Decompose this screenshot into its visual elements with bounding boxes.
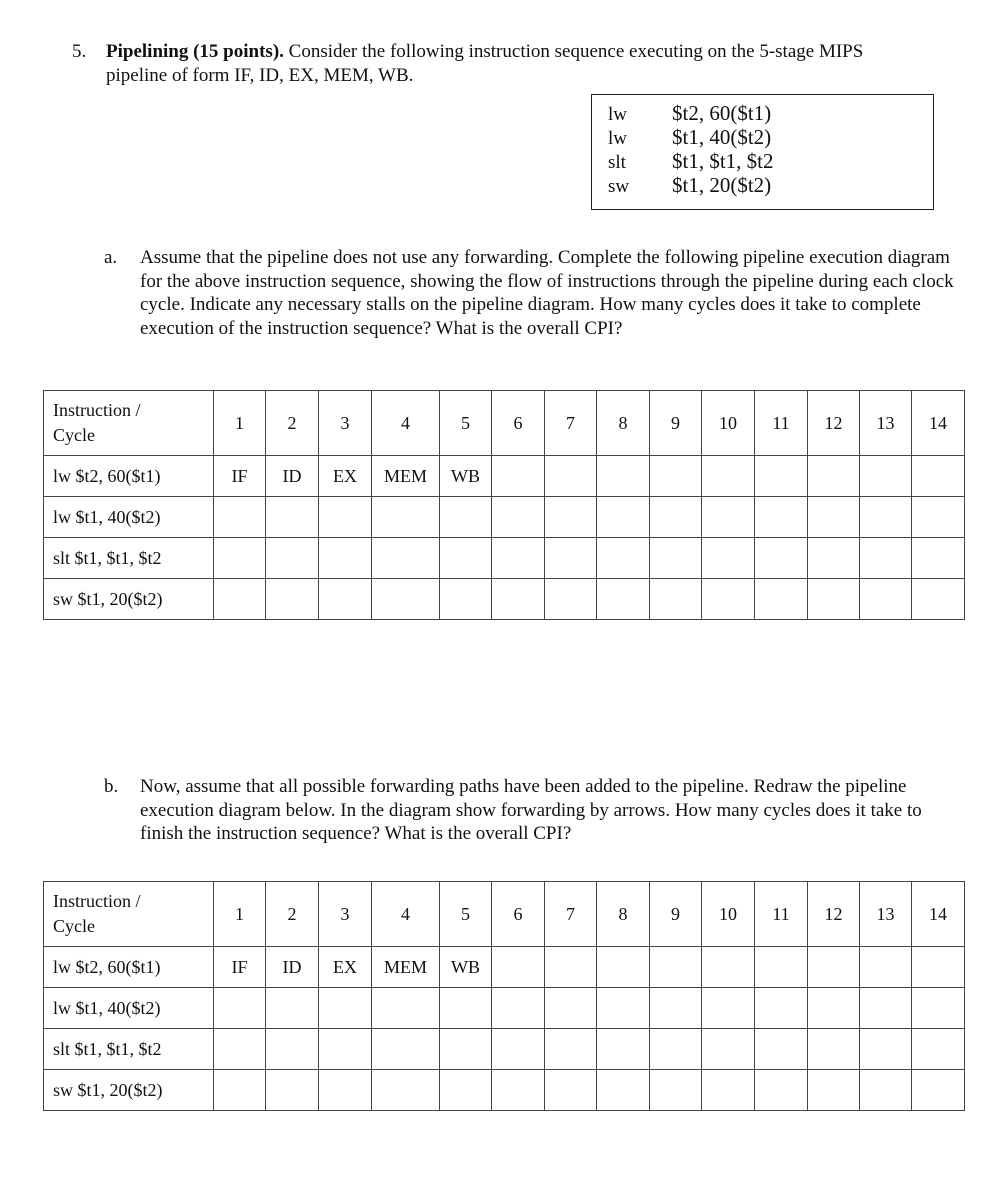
stage-cell[interactable] — [860, 579, 912, 620]
stage-cell[interactable] — [755, 1070, 808, 1111]
stage-cell[interactable] — [545, 497, 597, 538]
stage-cell[interactable] — [808, 947, 860, 988]
stage-cell[interactable] — [650, 1070, 702, 1111]
stage-cell[interactable] — [912, 988, 965, 1029]
cycle-number-cell: 14 — [912, 391, 965, 456]
stage-cell[interactable] — [808, 497, 860, 538]
stage-cell[interactable] — [597, 1029, 650, 1070]
question-number: 5. — [72, 41, 87, 62]
stage-cell[interactable] — [702, 1070, 755, 1111]
stage-cell[interactable] — [214, 988, 266, 1029]
cycle-number-cell: 9 — [650, 882, 702, 947]
stage-cell[interactable] — [492, 579, 545, 620]
cycle-number-cell: 7 — [545, 882, 597, 947]
cycle-number-cell: 11 — [755, 391, 808, 456]
stage-cell[interactable] — [912, 1029, 965, 1070]
cycle-number-cell: 4 — [372, 391, 440, 456]
stage-cell[interactable] — [808, 988, 860, 1029]
stage-cell[interactable] — [214, 579, 266, 620]
stage-cell[interactable] — [808, 579, 860, 620]
stage-cell[interactable] — [597, 497, 650, 538]
stage-cell[interactable] — [372, 538, 440, 579]
stage-cell[interactable]: IF — [214, 947, 266, 988]
stage-cell[interactable] — [372, 988, 440, 1029]
code-line — [608, 149, 774, 173]
instruction-row — [44, 538, 965, 579]
stage-cell[interactable] — [492, 538, 545, 579]
stage-cell[interactable] — [912, 538, 965, 579]
stage-cell[interactable] — [702, 1029, 755, 1070]
cycle-number-cell: 8 — [597, 391, 650, 456]
pipeline-diagram-b — [43, 881, 965, 1111]
stage-cell[interactable] — [214, 1029, 266, 1070]
instruction-row — [44, 1070, 965, 1111]
stage-cell[interactable] — [912, 1070, 965, 1111]
stage-cell[interactable] — [860, 497, 912, 538]
instruction-cell: sw $t1, 20($t2) — [44, 579, 214, 620]
stage-cell[interactable] — [214, 538, 266, 579]
cycle-number-cell: 3 — [319, 391, 372, 456]
stage-cell[interactable] — [912, 579, 965, 620]
stage-cell[interactable] — [266, 579, 319, 620]
stage-cell[interactable] — [702, 579, 755, 620]
cycle-number-cell: 6 — [492, 391, 545, 456]
stage-cell[interactable] — [650, 538, 702, 579]
stage-cell[interactable] — [912, 947, 965, 988]
stage-cell[interactable] — [492, 456, 545, 497]
stage-cell[interactable] — [372, 579, 440, 620]
instruction-row — [44, 579, 965, 620]
stage-cell[interactable] — [319, 538, 372, 579]
part-a — [104, 246, 954, 340]
code-line — [608, 125, 771, 149]
cycle-number-cell: 6 — [492, 882, 545, 947]
header-label-cell — [44, 882, 214, 947]
stage-cell[interactable] — [702, 947, 755, 988]
stage-cell[interactable] — [755, 579, 808, 620]
stage-cell[interactable] — [319, 1029, 372, 1070]
stage-cell[interactable] — [755, 538, 808, 579]
instruction-cell: slt $t1, $t1, $t2 — [44, 1029, 214, 1070]
cycle-number-cell: 5 — [440, 391, 492, 456]
instruction-row — [44, 947, 965, 988]
stage-cell[interactable] — [597, 456, 650, 497]
instruction-cell: lw $t1, 40($t2) — [44, 988, 214, 1029]
instruction-row — [44, 456, 965, 497]
cycle-number-cell: 9 — [650, 391, 702, 456]
stage-cell[interactable] — [597, 538, 650, 579]
stage-cell[interactable] — [372, 1029, 440, 1070]
cycle-number-cell: 2 — [266, 882, 319, 947]
stage-cell[interactable]: MEM — [372, 456, 440, 497]
cycle-number-cell: 14 — [912, 882, 965, 947]
part-a-label: a. — [104, 247, 118, 268]
code-operands: $t2, 60($t1) — [672, 101, 772, 125]
question-heading — [72, 40, 952, 88]
stage-cell[interactable] — [545, 456, 597, 497]
stage-cell[interactable] — [650, 947, 702, 988]
part-b-text: Now, assume that all possible forwarding paths have been added to the pipeline. Redraw the pipeline execution diagram below. In the diagram show forwarding by arrows. How many cycles does it take to finish the instruction sequence? What is the overall CPI? — [140, 776, 922, 844]
header-row — [44, 882, 965, 947]
stage-cell[interactable] — [808, 1070, 860, 1111]
stage-cell[interactable] — [597, 1070, 650, 1111]
header-label-line2: Cycle — [53, 916, 95, 936]
stage-cell[interactable] — [440, 988, 492, 1029]
stage-cell[interactable] — [755, 497, 808, 538]
part-b — [104, 775, 954, 846]
stage-cell[interactable] — [808, 1029, 860, 1070]
stage-cell[interactable] — [860, 538, 912, 579]
cycle-number-cell: 1 — [214, 391, 266, 456]
stage-cell[interactable]: WB — [440, 947, 492, 988]
instruction-cell: sw $t1, 20($t2) — [44, 1070, 214, 1111]
stage-cell[interactable] — [650, 497, 702, 538]
code-operands: $t1, 40($t2) — [672, 125, 772, 149]
stage-cell[interactable] — [492, 1070, 545, 1111]
stage-cell[interactable]: ID — [266, 456, 319, 497]
stage-cell[interactable] — [860, 1070, 912, 1111]
stage-cell[interactable] — [319, 1070, 372, 1111]
stage-cell[interactable]: MEM — [372, 947, 440, 988]
cycle-number-cell: 13 — [860, 882, 912, 947]
stage-cell[interactable] — [702, 497, 755, 538]
instruction-row — [44, 1029, 965, 1070]
question-title: Pipelining (15 points). — [106, 41, 284, 62]
stage-cell[interactable] — [266, 497, 319, 538]
stage-cell[interactable] — [492, 988, 545, 1029]
stage-cell[interactable] — [266, 1070, 319, 1111]
code-line — [608, 101, 771, 125]
stage-cell[interactable]: IF — [214, 456, 266, 497]
stage-cell[interactable] — [755, 947, 808, 988]
instruction-cell: lw $t2, 60($t1) — [44, 456, 214, 497]
stage-cell[interactable] — [755, 1029, 808, 1070]
stage-cell[interactable] — [597, 579, 650, 620]
cycle-number-cell: 4 — [372, 882, 440, 947]
stage-cell[interactable]: ID — [266, 947, 319, 988]
header-label-cell — [44, 391, 214, 456]
cycle-number-cell: 8 — [597, 882, 650, 947]
stage-cell[interactable] — [266, 1029, 319, 1070]
header-label-line1: Instruction / — [53, 891, 141, 911]
question-intro-line1: Consider the following instruction sequence executing on the 5-stage MIPS — [288, 41, 864, 62]
stage-cell[interactable] — [319, 579, 372, 620]
stage-cell[interactable] — [545, 1029, 597, 1070]
code-operands: $t1, 20($t2) — [672, 173, 772, 197]
cycle-number-cell: 13 — [860, 391, 912, 456]
stage-cell[interactable] — [440, 497, 492, 538]
stage-cell[interactable]: EX — [319, 456, 372, 497]
stage-cell[interactable] — [545, 988, 597, 1029]
stage-cell[interactable] — [650, 456, 702, 497]
instruction-cell: slt $t1, $t1, $t2 — [44, 538, 214, 579]
stage-cell[interactable] — [808, 456, 860, 497]
code-operands: $t1, $t1, $t2 — [672, 149, 774, 173]
cycle-number-cell: 12 — [808, 391, 860, 456]
stage-cell[interactable] — [372, 1070, 440, 1111]
stage-cell[interactable] — [214, 1070, 266, 1111]
stage-cell[interactable] — [492, 1029, 545, 1070]
code-opcode: sw — [608, 176, 630, 197]
stage-cell[interactable] — [266, 538, 319, 579]
stage-cell[interactable] — [319, 497, 372, 538]
code-opcode: lw — [608, 104, 627, 125]
stage-cell[interactable] — [545, 579, 597, 620]
pipeline-diagram-a — [43, 390, 965, 620]
instruction-row — [44, 988, 965, 1029]
instruction-row — [44, 497, 965, 538]
stage-cell[interactable] — [912, 456, 965, 497]
stage-cell[interactable] — [492, 947, 545, 988]
stage-cell[interactable] — [266, 988, 319, 1029]
stage-cell[interactable] — [545, 538, 597, 579]
stage-cell[interactable] — [372, 497, 440, 538]
cycle-number-cell: 12 — [808, 882, 860, 947]
code-opcode: lw — [608, 128, 627, 149]
stage-cell[interactable] — [912, 497, 965, 538]
instruction-cell: lw $t1, 40($t2) — [44, 497, 214, 538]
stage-cell[interactable] — [860, 1029, 912, 1070]
stage-cell[interactable] — [860, 988, 912, 1029]
stage-cell[interactable]: EX — [319, 947, 372, 988]
header-label-line1: Instruction / — [53, 400, 141, 420]
cycle-number-cell: 10 — [702, 391, 755, 456]
cycle-number-cell: 2 — [266, 391, 319, 456]
stage-cell[interactable] — [319, 988, 372, 1029]
cycle-number-cell: 3 — [319, 882, 372, 947]
stage-cell[interactable] — [808, 538, 860, 579]
stage-cell[interactable] — [440, 1070, 492, 1111]
part-b-label: b. — [104, 776, 119, 797]
header-row — [44, 391, 965, 456]
stage-cell[interactable] — [440, 538, 492, 579]
stage-cell[interactable] — [702, 988, 755, 1029]
stage-cell[interactable] — [440, 1029, 492, 1070]
stage-cell[interactable] — [755, 988, 808, 1029]
question-intro-line2: pipeline of form IF, ID, EX, MEM, WB. — [106, 65, 414, 86]
cycle-number-cell: 5 — [440, 882, 492, 947]
stage-cell[interactable]: WB — [440, 456, 492, 497]
stage-cell[interactable] — [650, 579, 702, 620]
code-opcode: slt — [608, 152, 626, 173]
stage-cell[interactable] — [545, 947, 597, 988]
stage-cell[interactable] — [650, 988, 702, 1029]
stage-cell[interactable] — [755, 456, 808, 497]
stage-cell[interactable] — [860, 456, 912, 497]
stage-cell[interactable] — [492, 497, 545, 538]
stage-cell[interactable] — [702, 456, 755, 497]
stage-cell[interactable] — [597, 947, 650, 988]
stage-cell[interactable] — [702, 538, 755, 579]
instruction-sequence-box — [591, 94, 934, 210]
cycle-number-cell: 10 — [702, 882, 755, 947]
cycle-number-cell: 7 — [545, 391, 597, 456]
header-label-line2: Cycle — [53, 425, 95, 445]
stage-cell[interactable] — [440, 579, 492, 620]
stage-cell[interactable] — [860, 947, 912, 988]
stage-cell[interactable] — [545, 1070, 597, 1111]
stage-cell[interactable] — [214, 497, 266, 538]
stage-cell[interactable] — [650, 1029, 702, 1070]
cycle-number-cell: 1 — [214, 882, 266, 947]
part-a-text: Assume that the pipeline does not use any forwarding. Complete the following pipeline execution diagram for the above instruction sequence, showing the flow of instructions through the pipeline during each clock cycle. Indicate any necessary stalls on the pipeline diagram. How many cycles does it take to complete execution of the instruction sequence? What is the overall CPI? — [140, 247, 954, 339]
cycle-number-cell: 11 — [755, 882, 808, 947]
stage-cell[interactable] — [597, 988, 650, 1029]
instruction-cell: lw $t2, 60($t1) — [44, 947, 214, 988]
code-line — [608, 173, 771, 197]
